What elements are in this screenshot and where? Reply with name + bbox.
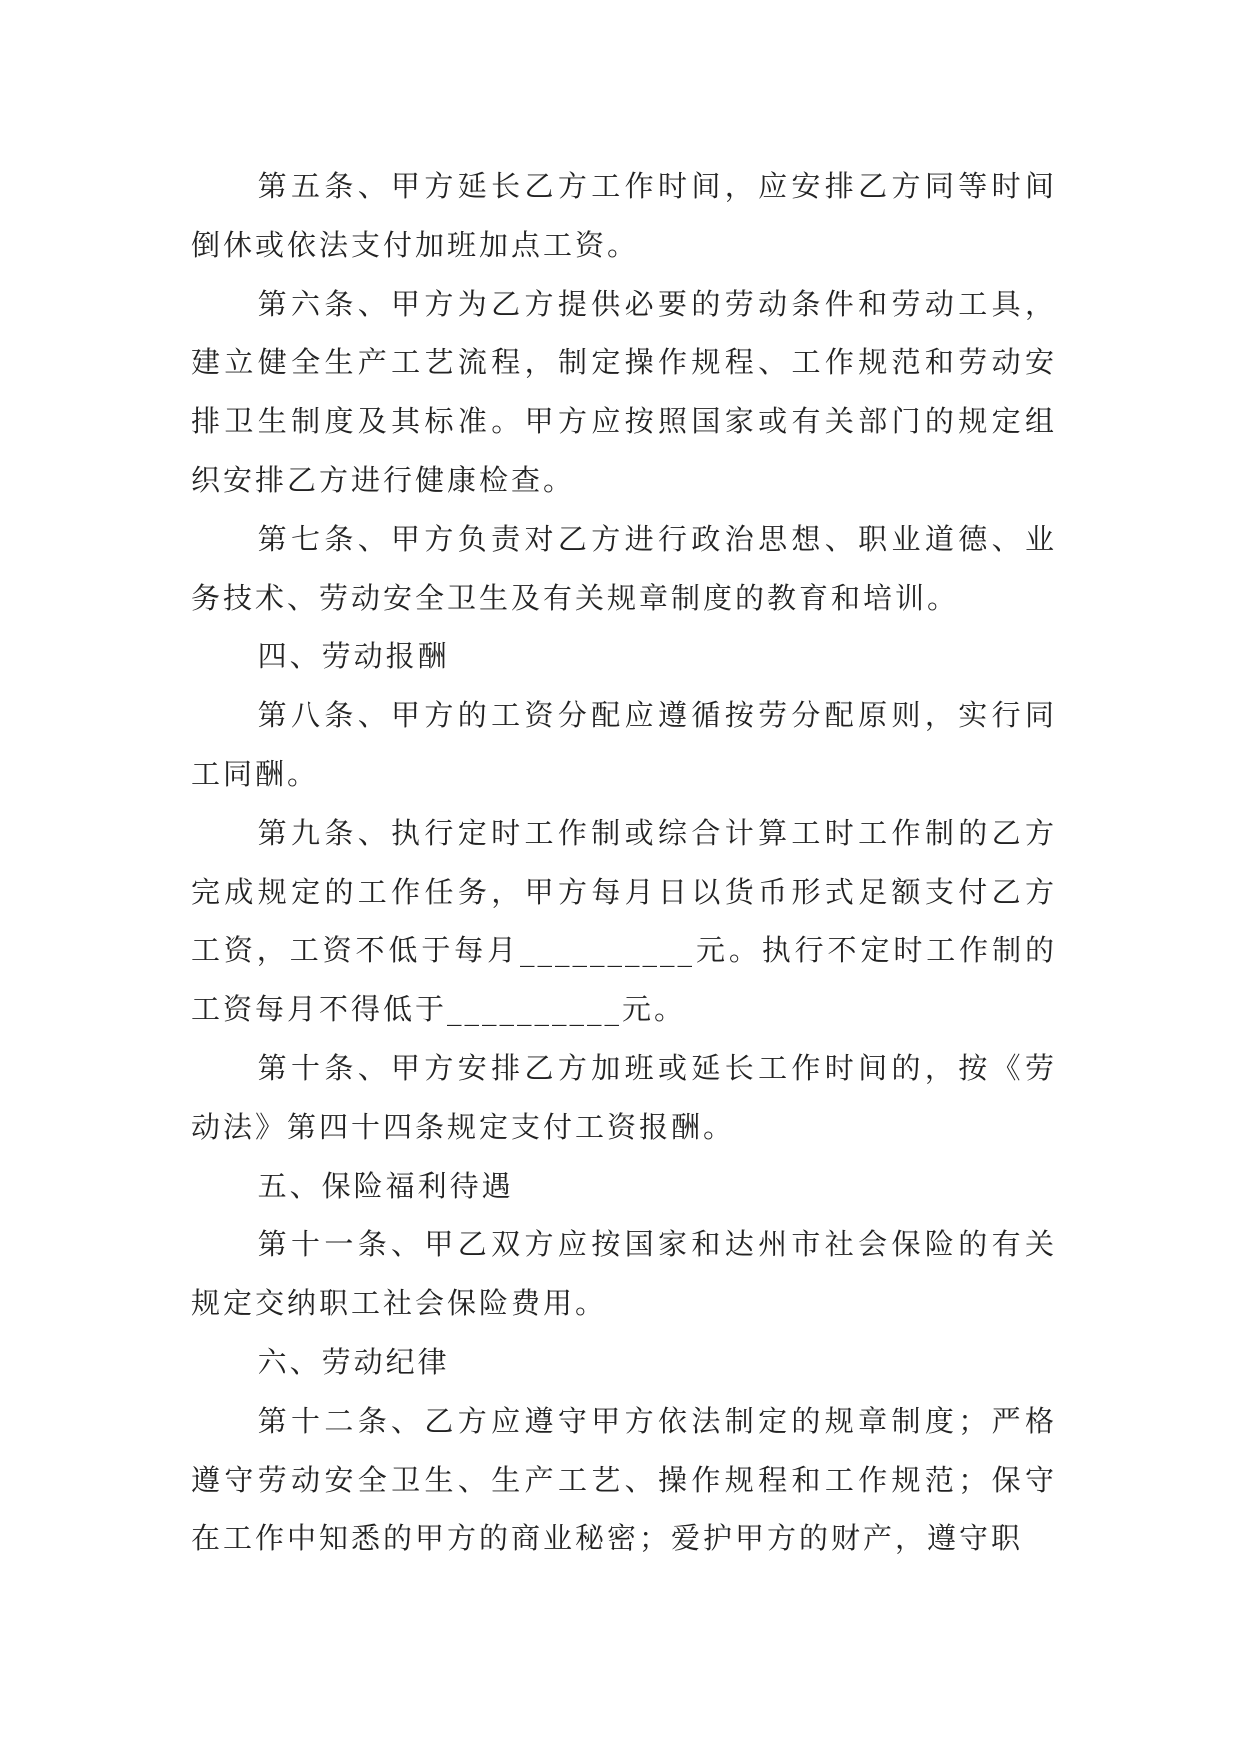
paragraph	[191, 627, 1057, 686]
paragraph	[191, 686, 1057, 804]
paragraph	[191, 1215, 1057, 1333]
paragraph-line: 工资，工资不低于每月__________元。执行不定时工作制的	[191, 933, 1057, 968]
paragraph-line: 倒休或依法支付加班加点工资。	[191, 227, 640, 262]
paragraph	[191, 275, 1057, 510]
paragraph-line: 织安排乙方进行健康检查。	[191, 462, 576, 497]
paragraph-line: 第十一条、甲乙双方应按国家和达州市社会保险的有关	[257, 1227, 1057, 1262]
paragraph-line: 排卫生制度及其标准。甲方应按照国家或有关部门的规定组	[191, 404, 1057, 439]
paragraph-line: 规定交纳职工社会保险费用。	[191, 1286, 608, 1321]
paragraph-line: 工资每月不得低于__________元。	[191, 992, 687, 1027]
paragraph-line: 六、劳动纪律	[257, 1344, 450, 1379]
paragraph-line: 工同酬。	[191, 756, 320, 791]
document-body	[191, 157, 1057, 1568]
paragraph	[191, 1157, 1057, 1216]
paragraph-line: 四、劳动报酬	[257, 639, 450, 674]
paragraph-line: 第八条、甲方的工资分配应遵循按劳分配原则，实行同	[257, 698, 1057, 733]
paragraph-line: 第十条、甲方安排乙方加班或延长工作时间的，按《劳	[257, 1050, 1057, 1085]
paragraph	[191, 1392, 1057, 1568]
paragraph-line: 在工作中知悉的甲方的商业秘密；爱护甲方的财产，遵守职	[191, 1521, 1024, 1556]
paragraph-line: 动法》第四十四条规定支付工资报酬。	[191, 1109, 736, 1144]
paragraph	[191, 1039, 1057, 1157]
paragraph-line: 五、保险福利待遇	[257, 1168, 514, 1203]
paragraph-line: 建立健全生产工艺流程，制定操作规程、工作规范和劳动安	[191, 345, 1057, 380]
paragraph-line: 遵守劳动安全卫生、生产工艺、操作规程和工作规范；保守	[191, 1462, 1057, 1497]
paragraph	[191, 510, 1057, 628]
paragraph	[191, 1333, 1057, 1392]
paragraph	[191, 157, 1057, 275]
paragraph-line: 第九条、执行定时工作制或综合计算工时工作制的乙方	[257, 815, 1057, 850]
paragraph-line: 第六条、甲方为乙方提供必要的劳动条件和劳动工具，	[257, 286, 1057, 321]
paragraph-line: 完成规定的工作任务，甲方每月日以货币形式足额支付乙方	[191, 874, 1057, 909]
paragraph-line: 第七条、甲方负责对乙方进行政治思想、职业道德、业	[257, 521, 1057, 556]
paragraph-line: 第五条、甲方延长乙方工作时间，应安排乙方同等时间	[257, 169, 1057, 203]
paragraph-line: 务技术、劳动安全卫生及有关规章制度的教育和培训。	[191, 580, 960, 615]
paragraph-line: 第十二条、乙方应遵守甲方依法制定的规章制度；严格	[257, 1403, 1057, 1438]
paragraph	[191, 804, 1057, 1039]
